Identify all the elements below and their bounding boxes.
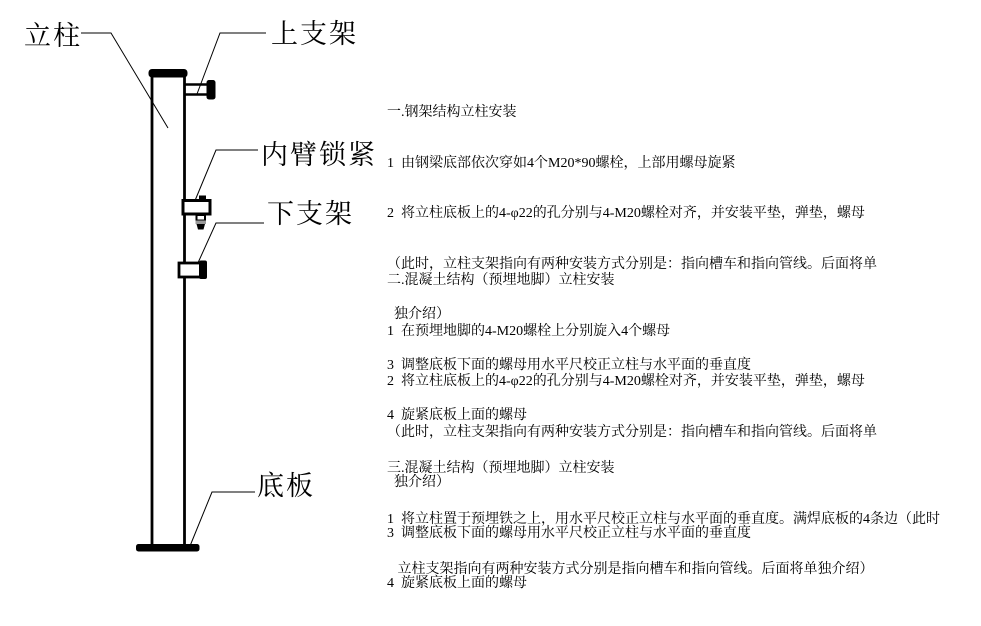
column-assembly-drawing xyxy=(0,0,380,561)
lock-bolt-tip xyxy=(197,224,206,230)
instruction-step: 1 在预埋地脚的4-M20螺栓上分别旋入4个螺母 xyxy=(387,323,671,339)
instruction-step: 3 调整底板下面的螺母用水平尺校正立柱与水平面的垂直度 xyxy=(387,357,751,373)
instruction-heading: 二.混凝土结构（预埋地脚）立柱安装 xyxy=(387,273,615,288)
leader-line-base-plate xyxy=(190,492,255,546)
instruction-step: 1 将立柱置于预埋铁之上，用水平尺校正立柱与水平面的垂直度。满焊底板的4条边（此时 xyxy=(387,511,940,527)
instruction-step: 3 调整底板下面的螺母用水平尺校正立柱与水平面的垂直度 xyxy=(387,525,751,541)
lock-bolt-shank xyxy=(197,215,206,221)
lower-bracket-label: 下支架 xyxy=(267,199,354,229)
instructions-concrete-plate xyxy=(387,428,940,612)
column-top-cap xyxy=(149,69,188,78)
instruction-step: 4 旋紧底板上面的螺母 xyxy=(387,576,527,591)
leader-line-inner-arm-lock xyxy=(194,150,258,203)
lock-bolt-washer xyxy=(196,221,207,225)
inner-arm-lock-label: 内臂锁紧 xyxy=(261,140,377,170)
base-plate xyxy=(136,544,200,552)
leader-line-column xyxy=(81,33,168,128)
inner-arm-lock-block xyxy=(183,201,210,215)
upper-bracket-label: 上支架 xyxy=(271,19,358,49)
instruction-note: 独介绍） xyxy=(387,475,450,490)
instruction-note: （此时，立柱支架指向有两种安装方式分别是：指向槽车和指向管线。后面将单 xyxy=(387,256,877,272)
upper-bracket-flange xyxy=(207,80,216,100)
base-plate-label: 底板 xyxy=(257,471,315,501)
instruction-note: 独介绍） xyxy=(387,307,450,322)
instruction-step: 2 将立柱底板上的4-φ22的孔分别与4-M20螺栓对齐，并安装平垫，弹垫，螺母 xyxy=(387,206,865,221)
instruction-step: 4 旋紧底板上面的螺母 xyxy=(387,408,527,423)
lower-bracket-flange xyxy=(199,261,207,280)
column-label: 立柱 xyxy=(24,21,82,51)
leader-line-lower-bracket xyxy=(197,223,264,265)
instruction-heading: 一.钢架结构立柱安装 xyxy=(387,105,517,120)
instruction-note: （此时，立柱支架指向有两种安装方式分别是：指向槽车和指向管线。后面将单 xyxy=(387,424,877,440)
instruction-note: 立柱支架指向有两种安装方式分别是指向槽车和指向管线。后面将单独介绍） xyxy=(387,562,874,577)
instruction-step: 1 由钢梁底部依次穿如4个M20*90螺栓，上部用螺母旋紧 xyxy=(387,155,736,171)
instruction-heading: 三.混凝土结构（预埋地脚）立柱安装 xyxy=(387,461,615,476)
instruction-step: 2 将立柱底板上的4-φ22的孔分别与4-M20螺栓对齐，并安装平垫，弹垫，螺母 xyxy=(387,374,865,389)
